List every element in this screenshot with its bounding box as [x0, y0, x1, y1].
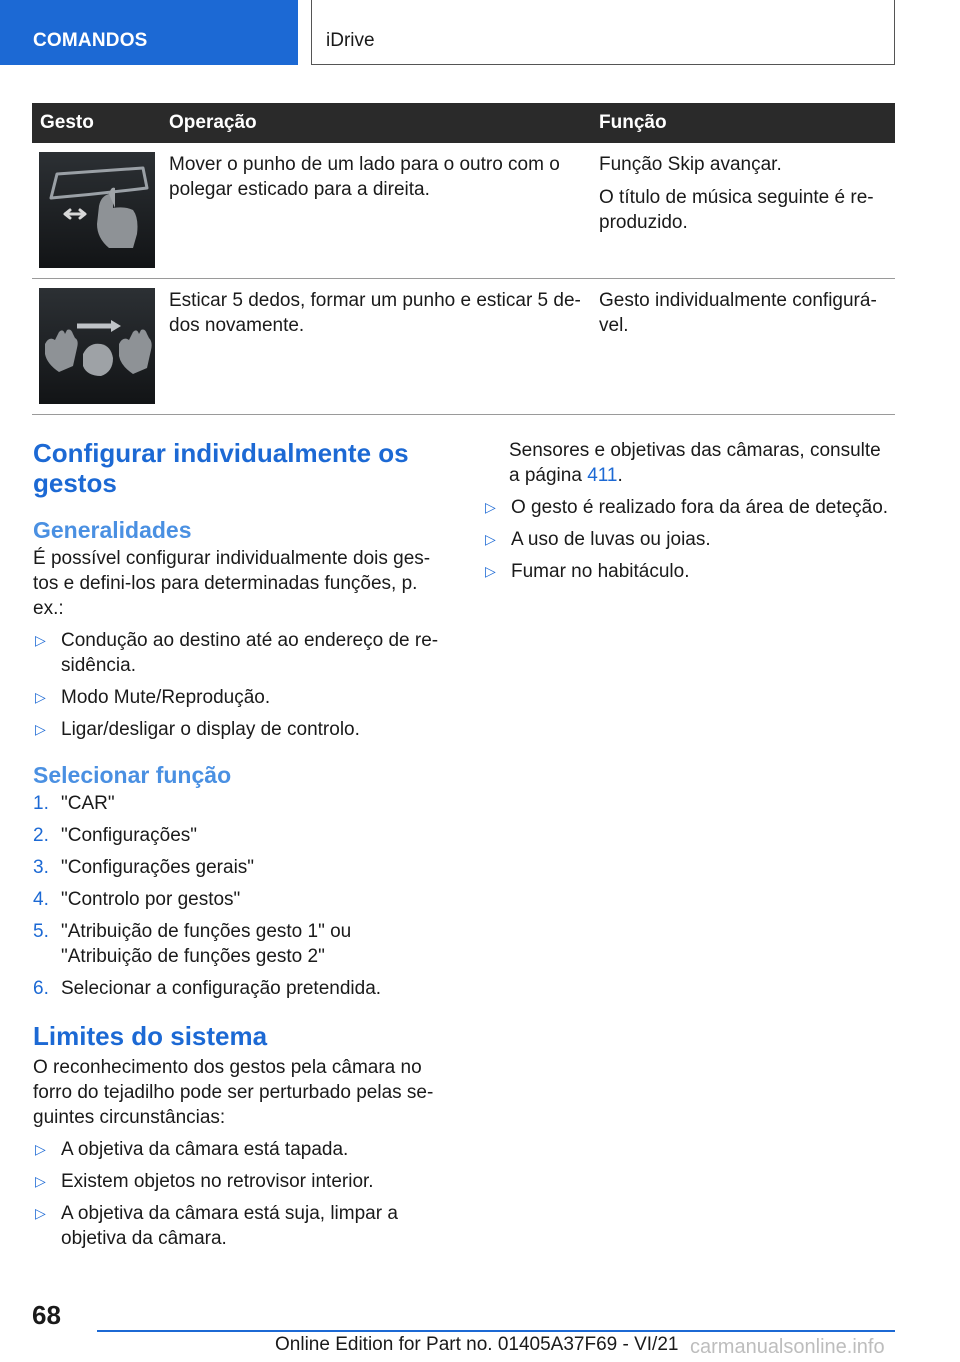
bullet-triangle-icon: ▷	[35, 1141, 46, 1157]
general-list	[33, 628, 443, 742]
footer-edition: Online Edition for Part no. 01405A37F69 - VI/21	[275, 1334, 679, 1355]
function-text: Função Skip avançar.	[599, 154, 782, 175]
bullet-triangle-icon: ▷	[485, 499, 496, 515]
subsection-title-general: Generalidades	[33, 517, 192, 543]
select-steps-list	[33, 791, 443, 1001]
list-item: ▷ O gesto é realizado fora da área de deteção.	[485, 497, 889, 518]
thumb-swipe-gesture-image	[39, 152, 155, 268]
general-intro: É possível configurar individualmente dois gestos e defini-los para determinadas funções, p. ex.:	[33, 548, 431, 619]
col-header-operation: Operação	[161, 103, 591, 143]
gesture-cell	[32, 279, 161, 415]
list-item: 3. "Configurações gerais"	[33, 857, 255, 878]
function-cell	[591, 279, 895, 415]
list-item: ▷ Ligar/desligar o display de controlo.	[35, 719, 360, 740]
subsection-title-select: Selecionar função	[33, 762, 232, 788]
list-item: ▷ Modo Mute/Reprodução.	[35, 687, 271, 708]
operation-cell	[161, 279, 591, 415]
list-item: 6. Selecionar a configuração pretendida.	[33, 978, 382, 999]
list-item: 1. "CAR"	[33, 793, 115, 814]
list-item: ▷ Condução ao destino até ao endereço de residência.	[35, 630, 439, 676]
watermark: carmanualsonline.info	[690, 1336, 885, 1358]
section-title-limits: Limites do sistema	[33, 1021, 268, 1051]
operation-text: Mover o punho de um lado para o outro com o polegar esticado para a direita.	[169, 154, 560, 200]
five-fingers-gesture-image	[39, 288, 155, 404]
list-item: ▷ A objetiva da câmara está tapada.	[35, 1139, 349, 1160]
operation-cell	[161, 143, 591, 279]
list-item: ▷ A objetiva da câmara está suja, limpar a objetiva da câmara.	[35, 1203, 398, 1249]
limits-list-continued	[483, 495, 893, 584]
operation-text: Esticar 5 dedos, formar um punho e esticar 5 dedos novamente.	[169, 290, 581, 336]
list-item: ▷ Fumar no habitáculo.	[485, 561, 690, 582]
page-number: 68	[32, 1300, 61, 1330]
left-column	[33, 438, 443, 1258]
bullet-triangle-icon: ▷	[35, 632, 46, 648]
col-header-gesture: Gesto	[32, 103, 161, 143]
topic-tab	[311, 0, 895, 65]
limits-continuation: Sensores e objetivas das câmaras, consulte a página 411.	[509, 440, 881, 486]
topic-title: iDrive	[326, 30, 375, 51]
col-header-function: Função	[591, 103, 895, 143]
right-column	[483, 438, 893, 591]
function-cell	[591, 143, 895, 279]
limits-intro: O reconhecimento dos gestos pela câmara no forro do tejadilho pode ser perturbado pelas seguintes circunstâncias:	[33, 1057, 434, 1128]
page-reference-link[interactable]: 411	[587, 465, 618, 486]
bullet-triangle-icon: ▷	[35, 689, 46, 705]
table-row	[32, 143, 895, 279]
list-item: ▷ Existem objetos no retrovisor interior.	[35, 1171, 374, 1192]
gesture-table	[32, 103, 895, 415]
section-title-configure: Configurar individualmente os gestos	[33, 438, 409, 498]
chapter-tab	[0, 0, 298, 65]
function-text: O título de música seguinte é reproduzido.	[599, 187, 874, 233]
chapter-title: COMANDOS	[33, 30, 148, 51]
function-text: Gesto individualmente configurável.	[599, 290, 877, 336]
list-item: 5. "Atribuição de funções gesto 1" ou "Atribuição de funções gesto 2"	[33, 921, 352, 967]
limits-list	[33, 1137, 443, 1251]
footer-divider	[97, 1330, 895, 1332]
table-header-row	[32, 103, 895, 143]
bullet-triangle-icon: ▷	[485, 563, 496, 579]
table-row	[32, 279, 895, 415]
list-item: 4. "Controlo por gestos"	[33, 889, 241, 910]
bullet-triangle-icon: ▷	[35, 721, 46, 737]
bullet-triangle-icon: ▷	[485, 531, 496, 547]
list-item: ▷ A uso de luvas ou joias.	[485, 529, 711, 550]
list-item: 2. "Configurações"	[33, 825, 198, 846]
gesture-cell	[32, 143, 161, 279]
bullet-triangle-icon: ▷	[35, 1205, 46, 1221]
bullet-triangle-icon: ▷	[35, 1173, 46, 1189]
